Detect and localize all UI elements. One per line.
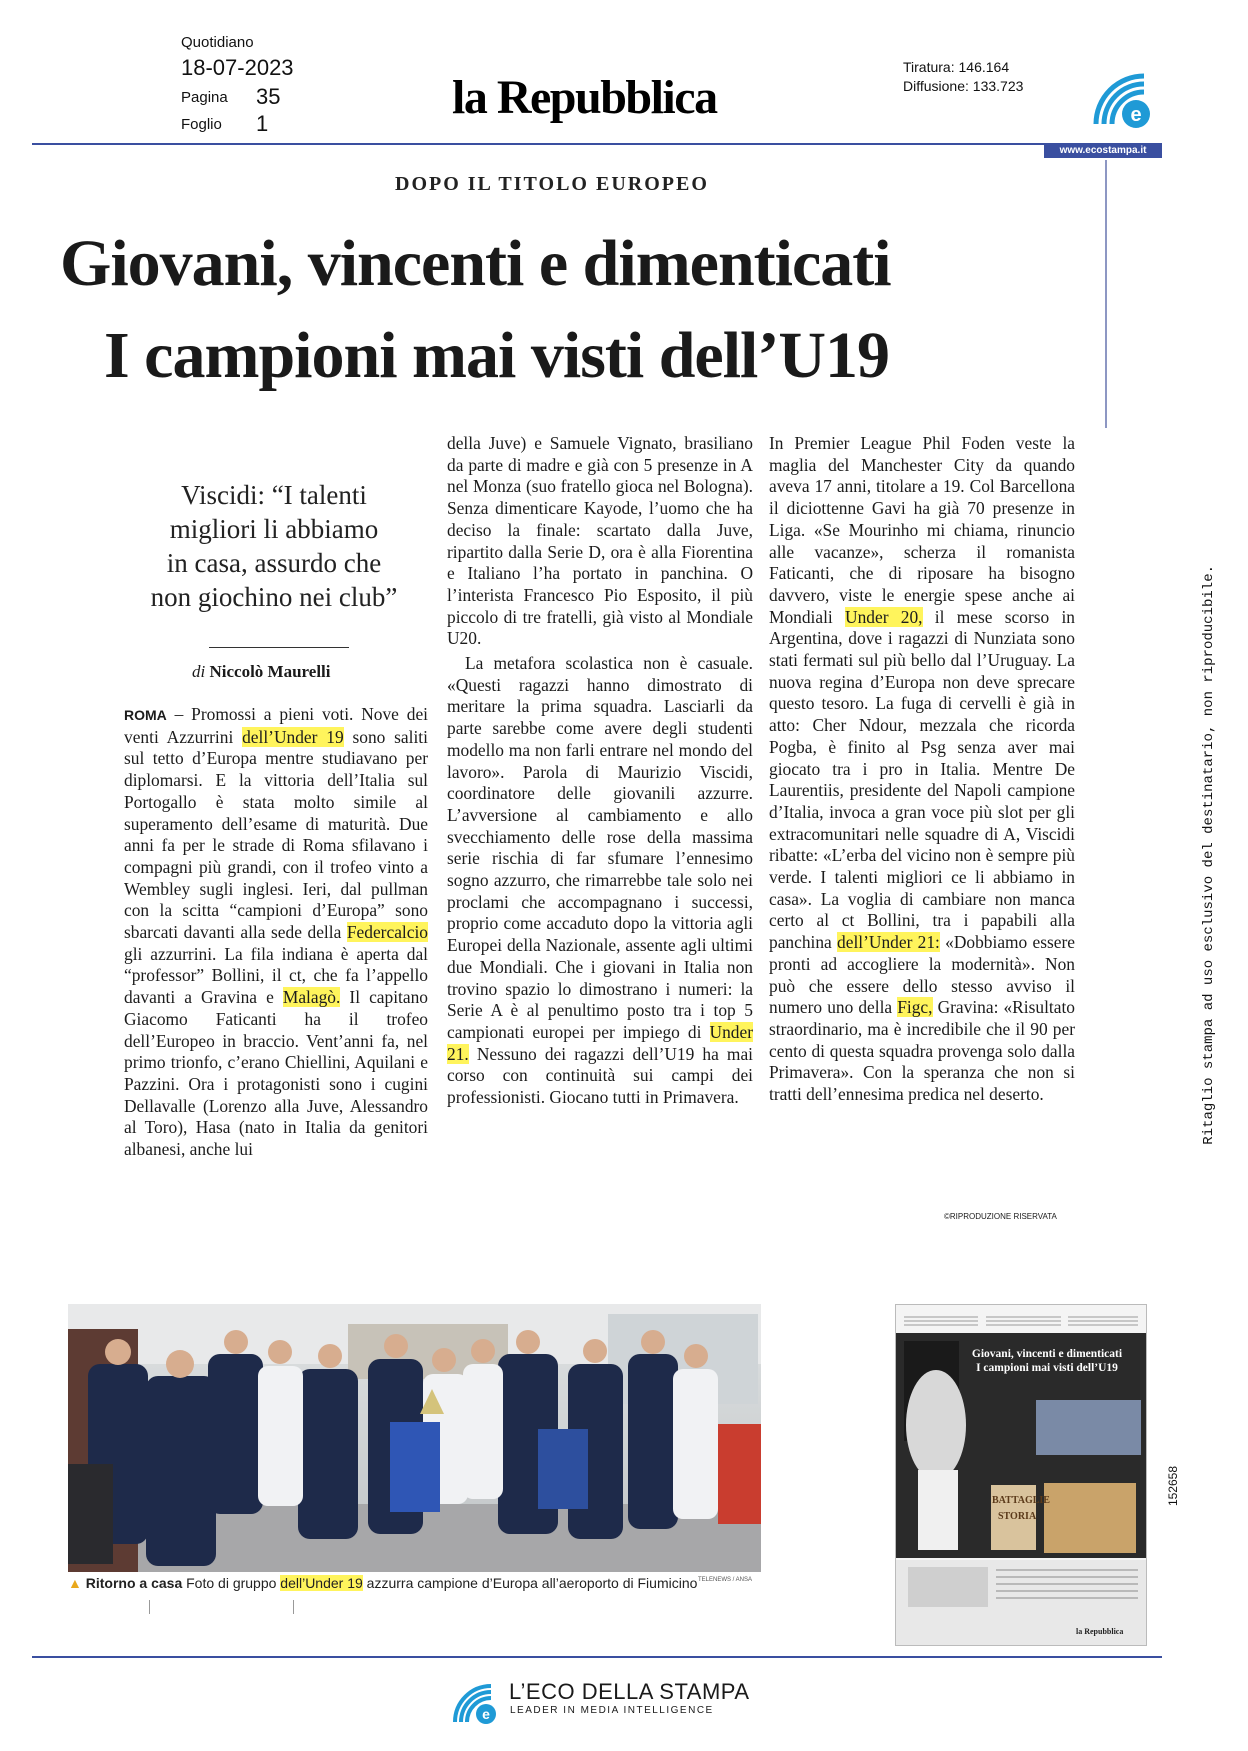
eco-della-stampa-logo-icon [451,1672,503,1726]
sheet-number: 1 [256,111,269,136]
body-paragraph: della Juve) e Samuele Vignato, brasiliano da parte di madre e già con 5 presenze in A nel Monza (suo fratello gioca nel Bologna). Senza dimenticare Kayode, l’uomo che ha deciso la finale: scartato dalla Juve, ripartito dalla Serie D, ora è alla Fiorentina e Italiano l’ha portato in panchina. O l’interista Francesco Pio Esposito, il più piccolo di tre fratelli, già visto al Mondiale U20. [447,433,753,649]
subheadline [124,478,424,614]
article-column-2 [447,433,753,1109]
byline-prefix: di [192,662,206,681]
publication-type: Quotidiano [181,34,254,51]
publication-date: 18-07-2023 [181,55,294,80]
copyright-notice: ©RIPRODUZIONE RISERVATA [944,1212,1057,1221]
article-kicker: DOPO IL TITOLO EUROPEO [395,173,709,195]
caption-text: azzurra campione d’Europa all’aeroporto di Fiumicino [362,1575,698,1591]
footer-tagline: LEADER IN MEDIA INTELLIGENCE [510,1705,714,1716]
highlight-keyword: dell’Under 19 [242,726,344,747]
footer-brand: L’ECO DELLA STAMPA [509,1679,750,1704]
circulation: Diffusione: 133.723 [903,78,1024,94]
subhead-line: in casa, assurdo che [166,548,382,578]
thumbnail-ad-subtitle: STORIA [998,1511,1037,1522]
body-text: il mese scorso in Argentina, dove i ragazzi di Nunziata sono stati fermati sul più bello dal l’Uruguay. La nuova regina d’Europa non deve sprecare questo tesoro. La fuga di cervelli è già in atto: Cher Ndour, mezzala che ricorda Pogba, è finito al Psg senza aver mai giocato tra i pro in Italia. Mentre De Laurentiis, presidente del Napoli campione d’Italia, invoca a gran voce più slot per gli extracomunitari nelle squadre di A, Viscidi ribatte: «L’erba del vicino non è sempre più verde. I talenti migliori ce li abbiamo in casa». La voglia di cambiare non manca certo al ct Bollini, tra i papabili alla panchina [769,606,1075,953]
byline-author: Niccolò Maurelli [209,662,331,681]
highlight-keyword: dell’Under 21: [837,932,940,953]
thumbnail-ad-title: BATTAGLIE [992,1495,1050,1506]
header-rule [32,143,1162,145]
sheet-label: Foglio [181,116,222,133]
highlight-keyword: Under 20, [845,606,923,627]
reproduction-notice: Ritaglio stampa ad uso esclusivo del destinatario, non riproducibile. [1201,565,1217,1145]
page-thumbnail[interactable] [895,1304,1147,1646]
tick-mark [149,1600,150,1614]
highlight-keyword: Under 21. [447,1021,753,1064]
team-photo [68,1304,761,1572]
article-column-3 [769,433,1075,1106]
highlight-keyword: Figc, [897,997,933,1018]
byline-divider [209,647,349,648]
article-column-1 [124,704,428,1161]
body-text: In Premier League Phil Foden veste la maglia del Manchester City da quando aveva 17 anni, titolare a 19. Col Barcellona il diciottenne Gavi ha già 70 presenze in Liga. «Se Mourinho mi chiama, rinuncio alle vacanze», scherza il romanista Faticanti, che di riposare ha bisogno davvero, viste le energie spese anche ai Mondiali [769,433,1075,627]
thumbnail-headline-line: Giovani, vincenti e dimenticati [971,1348,1123,1360]
headline-line-2: I campioni mai visti dell’U19 [104,319,890,392]
thumbnail-brand: la Repubblica [1076,1627,1124,1636]
masthead-logo: la Repubblica [452,71,717,124]
body-text: Gravina: «Risultato straordinario, ma è incredibile che il 90 per cento di questa squadra provenga solo dalla Primavera». Con la speranza che non si tratti dell’ennesima predica nel deserto. [769,997,1075,1105]
clipping-code: 152658 [1166,1466,1180,1507]
headline-line-1: Giovani, vincenti e dimenticati [60,227,891,300]
subhead-line: Viscidi: “I talenti [181,480,367,510]
svg-text:e: e [482,1706,490,1722]
photo-credit: TELENEWS / ANSA [698,1577,753,1583]
dateline: ROMA [124,707,167,723]
print-run: Tiratura: 146.164 [903,59,1010,75]
ecostampa-url[interactable]: www.ecostampa.it [1044,143,1162,158]
body-text: sono saliti sul tetto d’Europa mentre studiavano per diplomarsi. E la vittoria dell’Italia sul Portogallo è stata molto simile al superamento dell’esame di maturità. Due anni fa per le strade di Roma sfilavano i compagni più grandi, con il trofeo vinto a Wembley sugli inglesi. Ieri, dal pullman con la scitta “campioni d’Europa” sono sbarcati davanti alla sede della [124,726,428,943]
ecostampa-logo-icon [1090,58,1160,130]
caption-triangle-icon: ▲ [68,1575,82,1591]
highlight-keyword: Federcalcio [346,922,428,943]
subhead-line: migliori li abbiamo [169,514,379,544]
caption-text: Foto di gruppo [186,1575,281,1591]
body-text: Il capitano Giacomo Faticanti ha il trofeo dell’Europeo in braccio. Vent’anni fa, nel primo trionfo, c’erano Chiellini, Aquilani e Pazzini. Ora i protagonisti sono i cugini Dellavalle (Lorenzo alla Juve, Alessandro al Toro), Hasa (nato in Italia da genitori albanesi, anche lui [124,987,428,1160]
body-text: «Dobbiamo essere pronti ad accogliere la modernità». Non può che essere dello stesso avviso il numero uno della [769,932,1076,1018]
subhead-line: non giochino nei club” [150,582,398,612]
footer-rule [32,1656,1162,1658]
thumbnail-headline [954,1347,1140,1375]
highlight-keyword: dell’Under 19 [280,1575,363,1591]
page-label: Pagina [181,89,228,106]
body-text: – Promossi a pieni voti. Nove dei venti Azzurrini [124,704,428,747]
right-margin-rule [1105,160,1107,428]
byline [192,662,331,682]
body-text: Nessuno dei ragazzi dell’U19 ha mai corso con continuità sui campi dei professionisti. Giocano tutti in Primavera. [447,1043,753,1108]
tick-mark [293,1600,294,1614]
highlight-keyword: Malagò. [282,987,341,1008]
thumbnail-headline-line: I campioni mai visti dell’U19 [976,1362,1118,1374]
team-photo-image [68,1304,761,1572]
page-number: 35 [256,84,281,109]
body-text: La metafora scolastica non è casuale. «Questi ragazzi hanno dimostrato di meritare la prima squadra. Lasciarli da parte sarebbe come avere degli studenti modello ma non farli entrare nel mondo del lavoro». Parola di Maurizio Viscidi, coordinatore delle giovanili azzurre. L’avversione al cambiamento e allo svecchiamento delle rose della massima serie rischia di far sfumare l’ennesimo sogno azzurro, che rimarrebbe tale solo nei proclami che accompagnano i successi, proprio come accaduto dopo la vittoria agli Europei della Nazionale, assente agli ultimi due Mondiali. Che i giovani in Italia non trovino spazio lo dimostrano i numeri: la Serie A è al penultimo posto tra i top 5 campionati europei per impiego di [447,653,753,1042]
svg-text:e: e [1130,104,1142,126]
body-text: gli azzurrini. La fila indiana è aperta dal “professor” Bollini, il ct, che fa l’appello davanti a Gravina e [124,943,428,1008]
photo-caption [68,1575,761,1591]
caption-title: Ritorno a casa [85,1575,183,1591]
